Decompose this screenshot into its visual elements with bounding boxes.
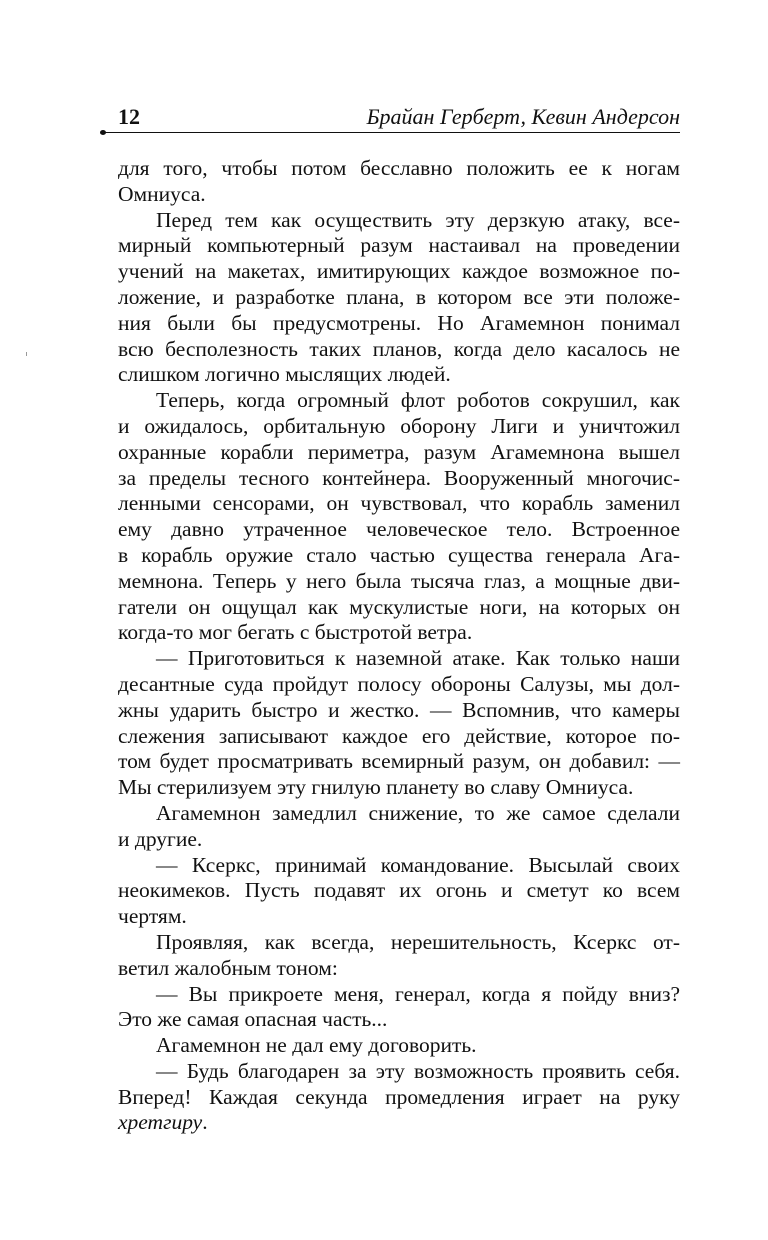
text-line: охранные корабли периметра, разум Агамемнона вышел [118, 439, 680, 464]
text-line-final [118, 1110, 680, 1136]
text-line: десантные суда пройдут полосу обороны Салузы, мы дол- [118, 671, 680, 696]
text-line: Омниуса. [118, 181, 206, 206]
text-line: чертям. [118, 904, 187, 929]
text-line: — Ксеркс, принимай командование. Высылай своих [156, 852, 680, 877]
text-line: неокимеков. Пусть подавят их огонь и сметут ко всем [118, 878, 680, 903]
text-line: Мы стерилизуем эту гнилую планету во славу Омниуса. [118, 775, 634, 800]
text-line: — Вы прикроете меня, генерал, когда я пойду вниз? [156, 981, 680, 1006]
text-line: гатели он ощущал как мускулистые ноги, на которых он [118, 594, 680, 619]
text-line: всю бесполезность таких планов, когда дело касалось не [118, 336, 680, 361]
text-line: мемнона. Теперь у него была тысяча глаз, а мощные дви- [118, 568, 680, 593]
text-line: том будет просматривать всемирный разум, он добавил: — [118, 749, 680, 774]
running-title: Брайан Герберт, Кевин Андерсон [366, 104, 680, 129]
text-line: — Будь благодарен за эту возможность проявить себя. [156, 1058, 680, 1083]
text-line: Это же самая опасная часть... [118, 1007, 388, 1032]
text-line: слежения записывают каждое его действие, которое по- [118, 723, 680, 748]
text-line: мирный компьютерный разум настаивал на проведении [118, 233, 680, 258]
page-number: 12 [118, 104, 140, 129]
text-line: слишком логично мыслящих людей. [118, 362, 451, 387]
header-rule [104, 132, 680, 133]
text-line: ложение, и разработке плана, в котором все эти положе- [118, 284, 680, 309]
italic-word: хретгиру [118, 1110, 203, 1135]
text-line: ленными сенсорами, он чувствовал, что корабль заменил [118, 491, 680, 516]
text-line: когда-то мог бегать с быстротой ветра. [118, 620, 473, 645]
text-line: за пределы тесного контейнера. Вооруженный многочис- [118, 465, 680, 490]
text-line: — Приготовиться к наземной атаке. Как только наши [156, 646, 680, 671]
text-line: жны ударить быстро и жестко. — Вспомнив, что камеры [118, 697, 680, 722]
text-line: Вперед! Каждая секунда промедления играет на руку [118, 1084, 680, 1109]
text-line: для того, чтобы потом бесславно положить ее к ногам [118, 156, 680, 180]
text-line: ветил жалобным тоном: [118, 955, 338, 980]
text-line: ему давно утраченное человеческое тело. Встроенное [118, 517, 680, 542]
text-line: Перед тем как осуществить эту дерзкую атаку, все- [156, 207, 680, 232]
page-header [118, 100, 680, 134]
text-line: ния были бы предусмотрены. Но Агамемнон понимал [118, 310, 680, 335]
text-line: Агамемнон не дал ему договорить. [156, 1033, 477, 1058]
text-line: и ожидалось, орбитальную оборону Лиги и уничтожил [118, 413, 680, 438]
body-text [118, 156, 680, 1136]
text-line: Агамемнон замедлил снижение, то же самое сделали [156, 800, 680, 825]
margin-mark [26, 352, 27, 356]
final-period: . [202, 1110, 208, 1135]
text-line: учений на макетах, имитирующих каждое возможное по- [118, 259, 680, 284]
text-line: Теперь, когда огромный флот роботов сокрушил, как [156, 388, 680, 413]
text-line: Проявляя, как всегда, нерешительность, Ксеркс от- [156, 929, 680, 954]
text-line: и другие. [118, 826, 203, 851]
text-line: в корабль оружие стало частью существа генерала Ага- [118, 542, 680, 567]
